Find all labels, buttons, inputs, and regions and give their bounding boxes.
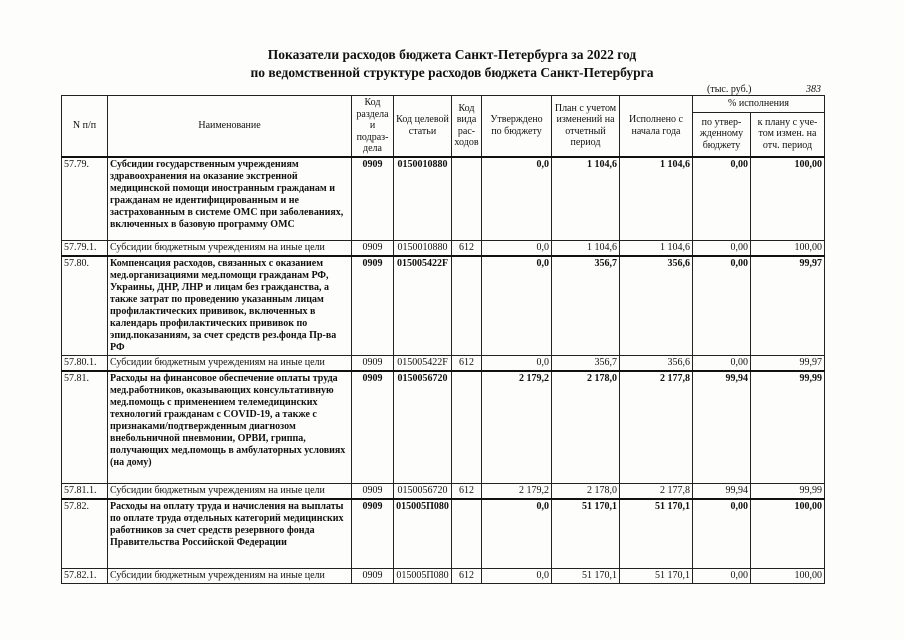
header-target: Код целевой статьи [394,96,452,157]
row-plan: 51 170,1 [552,499,620,569]
row-executed: 2 177,8 [620,371,693,483]
row-target-code: 015005422F [394,356,452,372]
row-approved: 2 179,2 [482,371,552,483]
row-plan: 356,7 [552,256,620,356]
header-pct-approved: по утвер-жденному бюджету [693,112,751,156]
row-executed: 1 104,6 [620,157,693,241]
row-executed: 51 170,1 [620,499,693,569]
header-name: Наименование [108,96,352,157]
row-pct-approved: 99,94 [693,483,751,499]
row-plan: 2 178,0 [552,483,620,499]
row-number: 57.81. [62,371,108,483]
row-section-code: 0909 [352,371,394,483]
row-name: Субсидии государственным учреждениям здравоохранения на оказание экстренной медицинской помощи иностранным гражданам и гражданам не идентифицированным и не застрахованным в системе ОМС при заболеваниях, включенных в базовую программу ОМС [108,157,352,241]
table-row [62,241,825,257]
row-approved: 0,0 [482,356,552,372]
row-plan: 2 178,0 [552,371,620,483]
row-target-code: 015005П080 [394,569,452,584]
header-pct-plan: к плану с уче-том измен. на отч. период [751,112,825,156]
row-plan: 356,7 [552,356,620,372]
units-label: (тыс. руб.) [707,84,752,95]
row-executed: 356,6 [620,256,693,356]
row-number: 57.80.1. [62,356,108,372]
row-number: 57.82. [62,499,108,569]
row-number: 57.79. [62,157,108,241]
table-row [62,356,825,372]
row-section-code: 0909 [352,569,394,584]
row-target-code: 0150056720 [394,371,452,483]
table-body [62,157,825,584]
row-pct-plan: 100,00 [751,499,825,569]
row-approved: 0,0 [482,499,552,569]
row-executed: 1 104,6 [620,241,693,257]
report-title: Показатели расходов бюджета Санкт-Петербурга за 2022 год [267,47,637,62]
row-executed: 51 170,1 [620,569,693,584]
row-pct-plan: 99,97 [751,356,825,372]
row-target-code: 015005422F [394,256,452,356]
row-pct-approved: 0,00 [693,356,751,372]
row-approved: 0,0 [482,241,552,257]
row-pct-plan: 99,97 [751,256,825,356]
row-number: 57.79.1. [62,241,108,257]
row-kind-code: 612 [452,356,482,372]
row-kind-code [452,371,482,483]
row-approved: 0,0 [482,157,552,241]
row-pct-plan: 100,00 [751,157,825,241]
row-target-code: 0150010880 [394,157,452,241]
row-name: Расходы на оплату труда и начисления на выплаты по оплате труда отдельных категорий медицинских работников за счет средств резервного фонда Правительства Российской Федерации [108,499,352,569]
table-row [62,157,825,241]
row-name: Компенсация расходов, связанных с оказанием мед.организациями мед.помощи гражданам РФ, Украины, ДНР, ЛНР и лицам без гражданства, а также затрат по проведению указанным лицам профилактических прививок, включенных в календарь профилактических прививок по эпид.показаниям, за счет средств рез.фонда Пр-ва РФ [108,256,352,356]
table-row [62,569,825,584]
row-name: Субсидии бюджетным учреждениям на иные цели [108,483,352,499]
header-executed: Исполнено с начала года [620,96,693,157]
row-pct-approved: 0,00 [693,569,751,584]
row-number: 57.81.1. [62,483,108,499]
page-number: 383 [806,84,821,95]
row-kind-code: 612 [452,241,482,257]
row-number: 57.82.1. [62,569,108,584]
row-kind-code: 612 [452,569,482,584]
row-executed: 2 177,8 [620,483,693,499]
row-name: Субсидии бюджетным учреждениям на иные цели [108,356,352,372]
row-pct-approved: 0,00 [693,256,751,356]
row-plan: 1 104,6 [552,157,620,241]
row-pct-approved: 99,94 [693,371,751,483]
header-pct-group: % исполнения [693,96,825,113]
row-target-code: 0150010880 [394,241,452,257]
row-target-code: 015005П080 [394,499,452,569]
row-target-code: 0150056720 [394,483,452,499]
budget-table [61,95,825,584]
row-name: Субсидии бюджетным учреждениям на иные цели [108,569,352,584]
header-kind: Код вида рас-ходов [452,96,482,157]
row-name: Расходы на финансовое обеспечение оплаты труда мед.работников, оказывающих консультативную мед.помощь с применением телемедицинских технологий гражданам с COVID-19, а также с признаками/подтвержденным диагнозом внебольничной пневмонии, ОРВИ, гриппа, получающих мед.помощь в амбулаторных условиях (на дому) [108,371,352,483]
row-section-code: 0909 [352,483,394,499]
row-pct-approved: 0,00 [693,241,751,257]
row-approved: 0,0 [482,256,552,356]
row-pct-plan: 100,00 [751,241,825,257]
row-section-code: 0909 [352,241,394,257]
row-pct-plan: 99,99 [751,483,825,499]
row-pct-approved: 0,00 [693,499,751,569]
header-approved: Утверждено по бюджету [482,96,552,157]
row-name: Субсидии бюджетным учреждениям на иные цели [108,241,352,257]
row-kind-code [452,499,482,569]
row-plan: 1 104,6 [552,241,620,257]
row-section-code: 0909 [352,256,394,356]
row-section-code: 0909 [352,157,394,241]
header-plan: План с учетом изменений на отчетный период [552,96,620,157]
row-pct-plan: 100,00 [751,569,825,584]
row-executed: 356,6 [620,356,693,372]
report-subtitle: по ведомственной структуре расходов бюджета Санкт-Петербурга [250,65,654,80]
row-plan: 51 170,1 [552,569,620,584]
row-section-code: 0909 [352,499,394,569]
row-pct-approved: 0,00 [693,157,751,241]
row-kind-code [452,256,482,356]
row-pct-plan: 99,99 [751,371,825,483]
table-row [62,483,825,499]
table-row [62,371,825,483]
row-approved: 2 179,2 [482,483,552,499]
row-section-code: 0909 [352,356,394,372]
table-row [62,256,825,356]
header-num: N п/п [62,96,108,157]
row-approved: 0,0 [482,569,552,584]
row-kind-code [452,157,482,241]
table-row [62,499,825,569]
row-kind-code: 612 [452,483,482,499]
header-section: Код раздела и подраз-дела [352,96,394,157]
row-number: 57.80. [62,256,108,356]
